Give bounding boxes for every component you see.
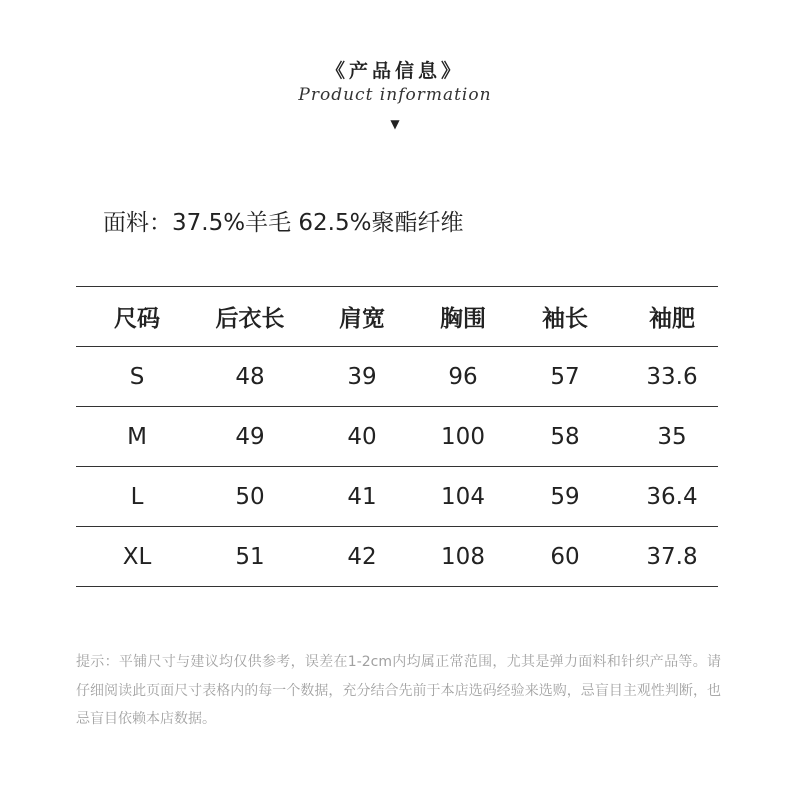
header-sleeve-width: 袖肥 xyxy=(626,287,718,347)
size-table xyxy=(76,286,718,587)
header-sleeve-length: 袖长 xyxy=(504,287,626,347)
table-header-row xyxy=(76,287,718,347)
size-note: 提示：平铺尺寸与建议均仅供参考，误差在1-2cm内均属正常范围，尤其是弹力面料和针织产品等。请仔细阅读此页面尺寸表格内的每一个数据，充分结合先前于本店选码经验来选购，忌盲目主观性判断，也忌盲目依赖本店数据。 xyxy=(76,654,721,727)
table-row xyxy=(76,527,718,587)
table-row xyxy=(76,347,718,407)
table-row xyxy=(76,467,718,527)
cell-chest: 108 xyxy=(422,527,504,587)
material-composition: 面料：37.5%羊毛 62.5%聚酯纤维 xyxy=(103,210,464,236)
cell-sleeve-width: 35 xyxy=(626,407,718,467)
cell-chest: 100 xyxy=(422,407,504,467)
cell-shoulder-width: 40 xyxy=(302,407,422,467)
cell-sleeve-length: 60 xyxy=(504,527,626,587)
header-chest: 胸围 xyxy=(422,287,504,347)
cell-shoulder-width: 42 xyxy=(302,527,422,587)
cell-sleeve-width: 33.6 xyxy=(626,347,718,407)
section-title: 《产品信息》 xyxy=(325,60,464,82)
cell-sleeve-length: 58 xyxy=(504,407,626,467)
cell-chest: 96 xyxy=(422,347,504,407)
cell-back-length: 51 xyxy=(198,527,302,587)
header-back-length: 后衣长 xyxy=(198,287,302,347)
cell-sleeve-length: 57 xyxy=(504,347,626,407)
cell-size: S xyxy=(76,347,198,407)
cell-back-length: 50 xyxy=(198,467,302,527)
cell-sleeve-width: 37.8 xyxy=(626,527,718,587)
cell-sleeve-width: 36.4 xyxy=(626,467,718,527)
cell-shoulder-width: 41 xyxy=(302,467,422,527)
cell-chest: 104 xyxy=(422,467,504,527)
header-size: 尺码 xyxy=(76,287,198,347)
cell-shoulder-width: 39 xyxy=(302,347,422,407)
cell-size: M xyxy=(76,407,198,467)
cell-sleeve-length: 59 xyxy=(504,467,626,527)
cell-size: L xyxy=(76,467,198,527)
cell-size: XL xyxy=(76,527,198,587)
cell-back-length: 48 xyxy=(198,347,302,407)
down-arrow-icon: ▼ xyxy=(390,117,400,131)
table-row xyxy=(76,407,718,467)
header-shoulder-width: 肩宽 xyxy=(302,287,422,347)
section-subtitle: Product information xyxy=(298,85,492,105)
cell-back-length: 49 xyxy=(198,407,302,467)
